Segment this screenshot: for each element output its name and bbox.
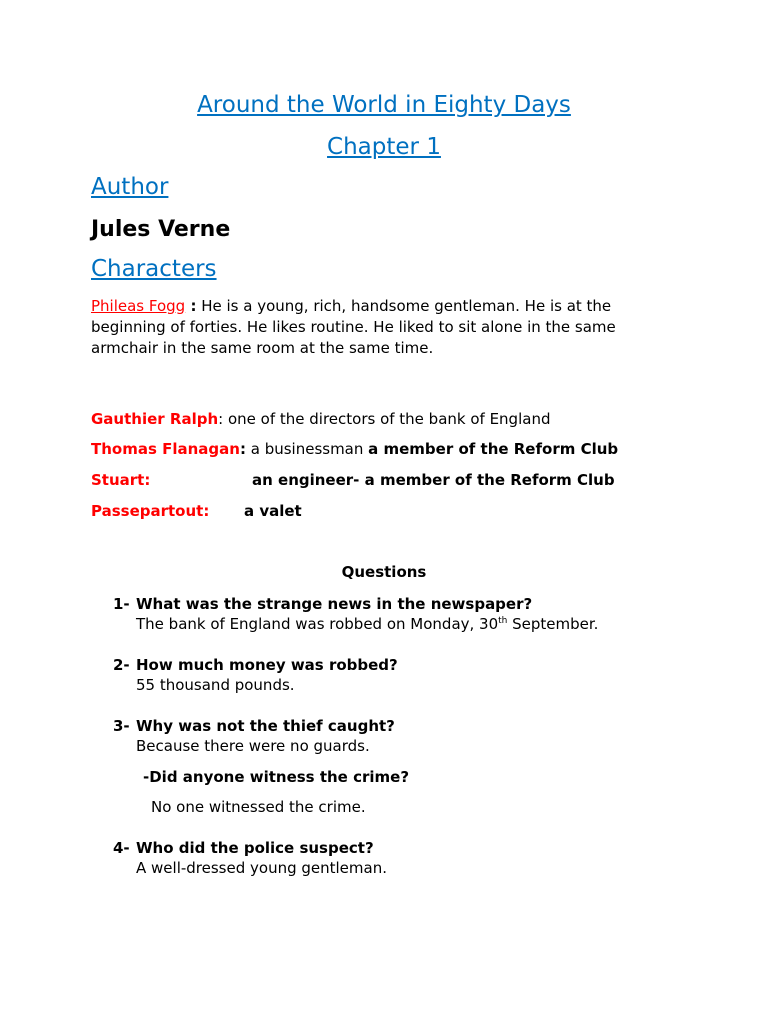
sub-answer-text: No one witnessed the crime. [151,798,366,816]
character-flanagan [91,439,618,460]
question-number: 2- [113,656,130,674]
character-name-stuart: Stuart: [91,471,151,489]
question-text: Why was not the thief caught? [136,717,395,735]
answer-text [136,614,598,635]
answer-text: 55 thousand pounds. [136,676,295,694]
questions-heading: Questions [341,563,427,581]
character-description-passepartout: a valet [244,502,302,520]
answer-part: The bank of England was robbed on Monday, 30 [136,615,499,633]
character-separator: : [185,297,197,315]
answer-text: A well-dressed young gentleman. [136,859,387,877]
character-name-passepartout: Passepartout: [91,502,210,520]
answer-part: September. [507,615,599,633]
question-text: How much money was robbed? [136,656,398,674]
answer-superscript: th [498,616,508,626]
character-ralph [91,409,550,430]
question-text: Who did the police suspect? [136,839,374,857]
chapter-title: Chapter 1 [327,134,441,160]
sub-question-text: -Did anyone witness the crime? [143,768,410,786]
character-description-stuart: an engineer- a member of the Reform Club [252,471,615,489]
character-description: a businessman [245,440,369,458]
author-name: Jules Verne [91,217,231,242]
character-description: He is a young, rich, handsome gentleman. He is at the beginning of forties. He likes routine. He liked to sit alone in the same armchair in the same room at the same time. [91,297,616,357]
characters-heading: Characters [91,256,217,282]
question-number: 1- [113,595,130,613]
character-name: Thomas Flanagan [91,440,240,458]
character-name: Phileas Fogg [91,297,186,315]
character-fogg [91,296,651,359]
question-number: 3- [113,717,130,735]
character-separator: : [239,440,246,458]
character-name: Gauthier Ralph [91,410,219,428]
character-membership: a member of the Reform Club [368,440,619,458]
author-heading: Author [91,174,169,200]
book-title: Around the World in Eighty Days [197,92,571,118]
question-text: What was the strange news in the newspaper? [136,595,533,613]
character-description: : one of the directors of the bank of England [218,410,551,428]
question-number: 4- [113,839,130,857]
answer-text: Because there were no guards. [136,737,370,755]
